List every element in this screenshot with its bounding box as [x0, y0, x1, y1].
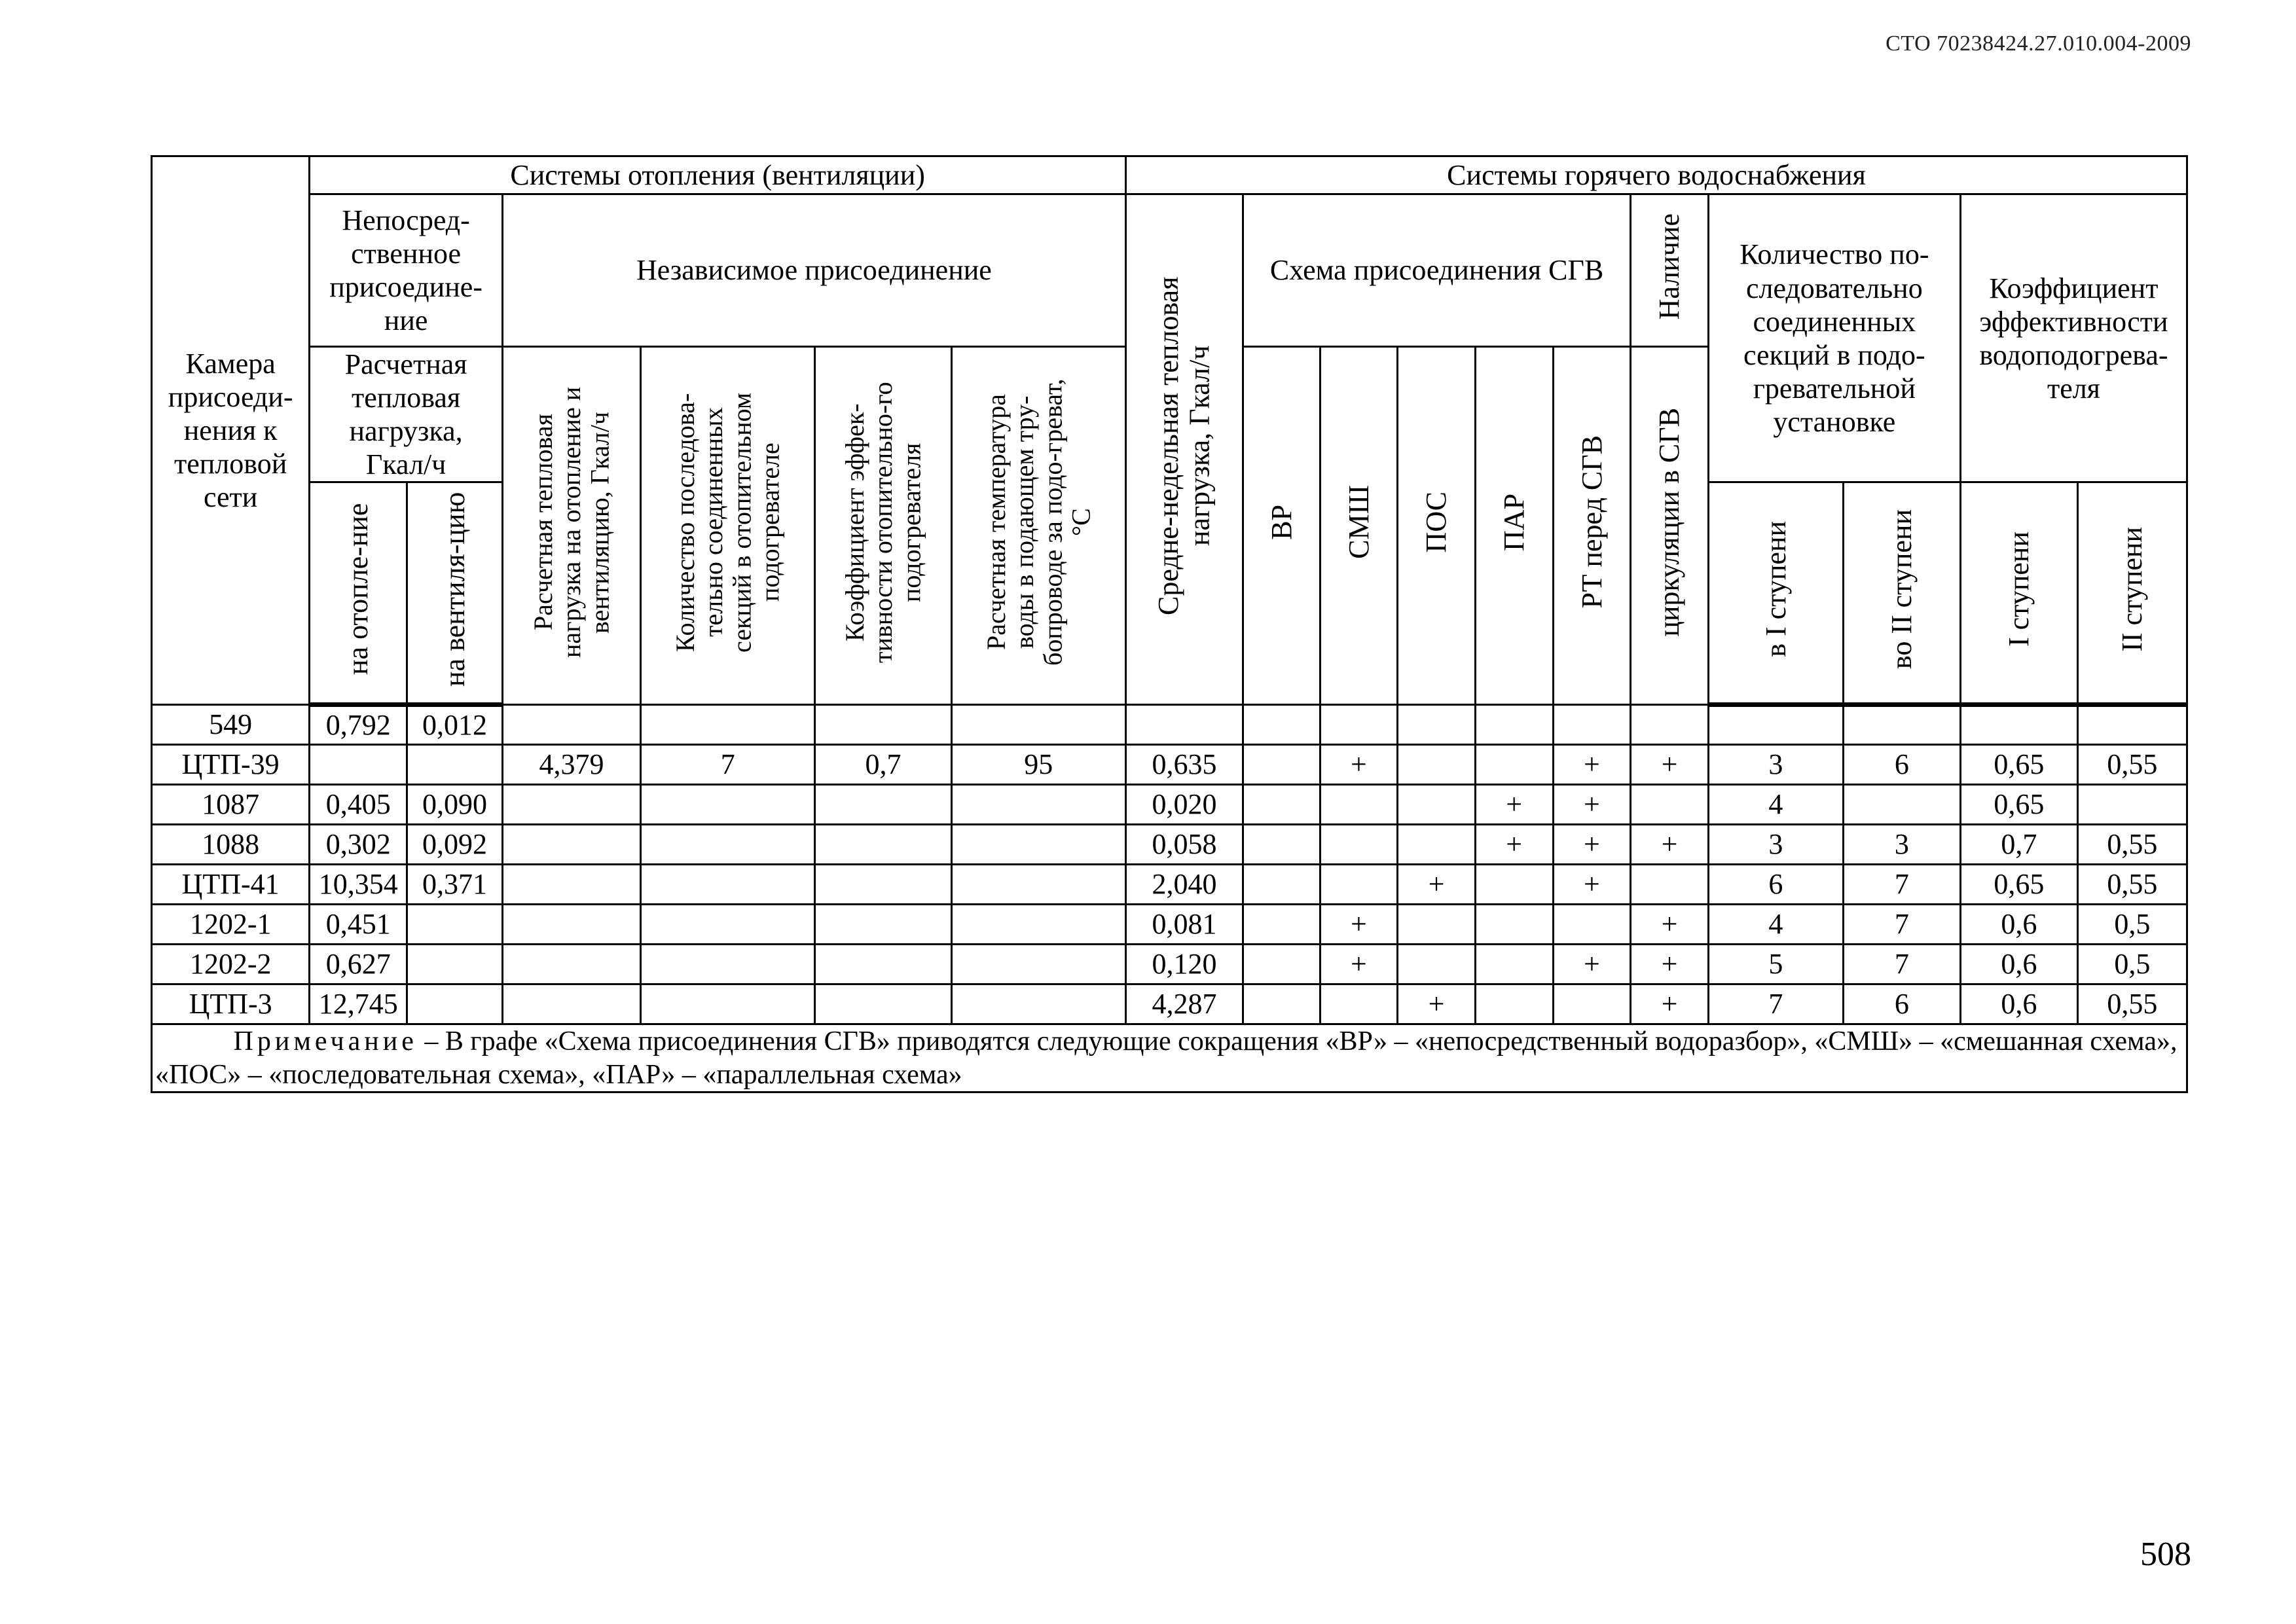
cell-circulation: +	[1631, 905, 1709, 945]
cell-sections-stage-1: 3	[1708, 745, 1843, 785]
header-ind-efficiency: Коэффициент эффек-тивности отопительно-го подогревателя	[840, 381, 926, 663]
table-row	[152, 905, 2187, 945]
header-vr-cell	[1243, 347, 1320, 705]
table-note	[152, 1024, 2187, 1092]
cell-smsh	[1320, 984, 1398, 1024]
table-row	[152, 825, 2187, 865]
cell-efficiency-stage-2: 0,55	[2077, 825, 2187, 865]
cell-ventilation	[407, 905, 503, 945]
table-row	[152, 745, 2187, 785]
cell-heating: 0,405	[310, 785, 407, 825]
cell-ind-temperature	[951, 785, 1125, 825]
cell-sections-stage-1: 4	[1708, 785, 1843, 825]
cell-sections-stage-1: 4	[1708, 905, 1843, 945]
cell-sections-stage-1: 7	[1708, 984, 1843, 1024]
cell-sections-stage-2	[1843, 785, 1960, 825]
cell-rt: +	[1553, 945, 1631, 984]
cell-ind-load	[502, 785, 640, 825]
cell-camera: ЦТП-41	[152, 865, 310, 905]
cell-ind-temperature: 95	[951, 745, 1125, 785]
cell-ind-load	[502, 825, 640, 865]
cell-efficiency-stage-1: 0,65	[1960, 785, 2077, 825]
cell-circulation: +	[1631, 825, 1709, 865]
cell-camera: 1202-1	[152, 905, 310, 945]
header-independent-connection: Независимое присоединение	[502, 194, 1125, 347]
cell-sections-stage-2: 7	[1843, 865, 1960, 905]
header-ind-temperature: Расчетная температура воды в подающем тру-бопроводе за подо-греват, °С	[981, 378, 1096, 666]
cell-ind-sections	[641, 945, 815, 984]
cell-vr	[1243, 945, 1320, 984]
cell-ventilation	[407, 984, 503, 1024]
header-stage-2-in: во II ступени	[1886, 509, 1918, 670]
cell-ventilation	[407, 745, 503, 785]
cell-camera: 549	[152, 705, 310, 745]
header-smsh-cell	[1320, 347, 1398, 705]
cell-pos	[1398, 785, 1476, 825]
cell-camera: 1202-2	[152, 945, 310, 984]
cell-efficiency-stage-1: 0,65	[1960, 745, 2077, 785]
table-row	[152, 984, 2187, 1024]
cell-smsh	[1320, 825, 1398, 865]
cell-heating: 0,792	[310, 705, 407, 745]
cell-ventilation: 0,012	[407, 705, 503, 745]
cell-sections-stage-2: 3	[1843, 825, 1960, 865]
header-ind-design-load: Расчетная тепловая нагрузка на отопление и вентиляцию, Гкал/ч	[528, 386, 615, 658]
cell-sections-stage-1: 6	[1708, 865, 1843, 905]
cell-circulation: +	[1631, 745, 1709, 785]
cell-efficiency-stage-2: 0,55	[2077, 865, 2187, 905]
cell-vr	[1243, 825, 1320, 865]
header-smsh: СМШ	[1342, 485, 1375, 559]
table-row	[152, 705, 2187, 745]
cell-rt	[1553, 705, 1631, 745]
cell-ind-sections	[641, 705, 815, 745]
cell-avg-load: 2,040	[1126, 865, 1243, 905]
header-pos-cell	[1398, 347, 1476, 705]
header-ind-temperature-cell	[951, 347, 1125, 705]
document-code: СТО 70238424.27.010.004-2009	[1886, 31, 2191, 56]
cell-ind-temperature	[951, 705, 1125, 745]
cell-sections-stage-2	[1843, 705, 1960, 745]
cell-camera: 1087	[152, 785, 310, 825]
header-ind-sections: Количество последова-тельно соединенных секций в отопительном подогревателе	[670, 391, 785, 653]
header-heating-systems: Системы отопления (вентиляции)	[310, 156, 1126, 194]
cell-par	[1475, 865, 1553, 905]
cell-ind-temperature	[951, 984, 1125, 1024]
header-stage-2: II ступени	[2116, 526, 2149, 652]
cell-par	[1475, 905, 1553, 945]
header-design-load: Расчетная тепловая нагрузка, Гкал/ч	[310, 347, 503, 482]
header-circulation: циркуляции в СГВ	[1653, 407, 1686, 637]
cell-ind-temperature	[951, 825, 1125, 865]
cell-rt	[1553, 984, 1631, 1024]
cell-ind-temperature	[951, 865, 1125, 905]
cell-camera: ЦТП-39	[152, 745, 310, 785]
cell-efficiency-stage-1: 0,6	[1960, 984, 2077, 1024]
table-row	[152, 785, 2187, 825]
cell-avg-load: 0,020	[1126, 785, 1243, 825]
cell-circulation: +	[1631, 984, 1709, 1024]
cell-rt: +	[1553, 865, 1631, 905]
cell-pos: +	[1398, 865, 1476, 905]
cell-efficiency-stage-2: 0,5	[2077, 905, 2187, 945]
cell-efficiency-stage-1: 0,6	[1960, 905, 2077, 945]
cell-par	[1475, 984, 1553, 1024]
cell-heating	[310, 745, 407, 785]
cell-ind-efficiency	[815, 905, 951, 945]
header-avg-weekly-load-cell	[1126, 194, 1243, 705]
cell-circulation	[1631, 705, 1709, 745]
cell-ind-efficiency	[815, 705, 951, 745]
cell-vr	[1243, 905, 1320, 945]
header-direct-connection: Непосред-ственное присоедине-ние	[310, 194, 503, 347]
cell-pos	[1398, 825, 1476, 865]
cell-ventilation: 0,092	[407, 825, 503, 865]
header-heater-efficiency: Коэффициент эффективности водоподогрева-теля	[1960, 194, 2187, 482]
cell-ind-sections: 7	[641, 745, 815, 785]
page-number: 508	[2140, 1536, 2191, 1573]
header-rt-before-cell	[1553, 347, 1631, 705]
table-row	[152, 865, 2187, 905]
cell-par: +	[1475, 825, 1553, 865]
header-camera: Камера присоеди-нения к тепловой сети	[152, 156, 310, 705]
cell-smsh	[1320, 705, 1398, 745]
heat-connection-table	[151, 155, 2188, 1093]
cell-ind-efficiency	[815, 945, 951, 984]
cell-camera: 1088	[152, 825, 310, 865]
header-par-cell	[1475, 347, 1553, 705]
cell-efficiency-stage-2	[2077, 785, 2187, 825]
cell-par	[1475, 945, 1553, 984]
cell-ind-sections	[641, 984, 815, 1024]
cell-pos	[1398, 745, 1476, 785]
cell-circulation	[1631, 865, 1709, 905]
cell-rt: +	[1553, 745, 1631, 785]
table-header	[152, 156, 2187, 705]
cell-ind-sections	[641, 865, 815, 905]
cell-vr	[1243, 705, 1320, 745]
header-on-ventilation-cell	[407, 482, 503, 705]
cell-pos	[1398, 945, 1476, 984]
cell-smsh: +	[1320, 905, 1398, 945]
header-hot-water-systems: Системы горячего водоснабжения	[1126, 156, 2187, 194]
header-presence: Наличие	[1653, 213, 1686, 320]
cell-heating: 0,302	[310, 825, 407, 865]
cell-efficiency-stage-2: 0,5	[2077, 945, 2187, 984]
cell-efficiency-stage-2	[2077, 705, 2187, 745]
cell-ind-sections	[641, 785, 815, 825]
cell-rt	[1553, 905, 1631, 945]
cell-camera: ЦТП-3	[152, 984, 310, 1024]
cell-ind-efficiency	[815, 984, 951, 1024]
cell-pos	[1398, 905, 1476, 945]
cell-avg-load: 4,287	[1126, 984, 1243, 1024]
cell-efficiency-stage-1: 0,7	[1960, 825, 2077, 865]
cell-efficiency-stage-1: 0,6	[1960, 945, 2077, 984]
cell-efficiency-stage-2: 0,55	[2077, 745, 2187, 785]
cell-sections-stage-2: 6	[1843, 745, 1960, 785]
cell-ind-temperature	[951, 905, 1125, 945]
cell-avg-load: 0,081	[1126, 905, 1243, 945]
cell-rt: +	[1553, 825, 1631, 865]
header-avg-weekly-load: Средне-недельная тепловая нагрузка, Гкал/ч	[1152, 276, 1216, 615]
cell-avg-load	[1126, 705, 1243, 745]
cell-ind-efficiency: 0,7	[815, 745, 951, 785]
header-on-heating: на отопле-ние	[342, 503, 374, 676]
cell-smsh: +	[1320, 745, 1398, 785]
cell-ind-load	[502, 984, 640, 1024]
cell-sections-stage-2: 7	[1843, 945, 1960, 984]
cell-efficiency-stage-1	[1960, 705, 2077, 745]
header-stage-2-in-cell	[1843, 482, 1960, 705]
cell-vr	[1243, 984, 1320, 1024]
header-stage-1: I ступени	[2003, 532, 2035, 647]
header-ind-efficiency-cell	[815, 347, 951, 705]
cell-sections-stage-1: 5	[1708, 945, 1843, 984]
cell-sections-stage-1: 3	[1708, 825, 1843, 865]
cell-ind-temperature	[951, 945, 1125, 984]
cell-ventilation	[407, 945, 503, 984]
cell-efficiency-stage-1: 0,65	[1960, 865, 2077, 905]
cell-heating: 10,354	[310, 865, 407, 905]
cell-avg-load: 0,120	[1126, 945, 1243, 984]
cell-par	[1475, 705, 1553, 745]
header-ind-sections-cell	[641, 347, 815, 705]
cell-ind-load	[502, 945, 640, 984]
header-par: ПАР	[1497, 493, 1530, 551]
cell-sections-stage-2: 6	[1843, 984, 1960, 1024]
cell-vr	[1243, 745, 1320, 785]
cell-vr	[1243, 865, 1320, 905]
cell-smsh: +	[1320, 945, 1398, 984]
cell-ind-sections	[641, 905, 815, 945]
cell-ventilation: 0,371	[407, 865, 503, 905]
header-stage-1-in-cell	[1708, 482, 1843, 705]
header-circulation-cell	[1631, 347, 1709, 705]
note-label: Примечание	[233, 1026, 418, 1057]
cell-circulation	[1631, 785, 1709, 825]
cell-ind-efficiency	[815, 825, 951, 865]
cell-sections-stage-2: 7	[1843, 905, 1960, 945]
header-stage-1-in: в I ступени	[1759, 521, 1792, 657]
cell-smsh	[1320, 785, 1398, 825]
cell-ind-load	[502, 865, 640, 905]
cell-ind-efficiency	[815, 785, 951, 825]
table-body	[152, 705, 2187, 1024]
cell-ind-efficiency	[815, 865, 951, 905]
header-vr: ВР	[1265, 504, 1298, 540]
cell-smsh	[1320, 865, 1398, 905]
cell-ind-load	[502, 705, 640, 745]
header-presence-cell	[1631, 194, 1709, 347]
header-stage-1-cell	[1960, 482, 2077, 705]
cell-circulation: +	[1631, 945, 1709, 984]
header-on-ventilation: на вентиля-цию	[438, 492, 471, 687]
cell-heating: 12,745	[310, 984, 407, 1024]
cell-avg-load: 0,058	[1126, 825, 1243, 865]
note-text: – В графе «Схема присоединения СГВ» приводятся следующие сокращения «ВР» – «непосредственный водоразбор», «СМШ» – «смешанная схема», «ПОС» – «последовательная схема», «ПАР» – «параллельная схема»	[155, 1026, 2178, 1090]
cell-ventilation: 0,090	[407, 785, 503, 825]
cell-ind-load: 4,379	[502, 745, 640, 785]
header-scheme: Схема присоединения СГВ	[1243, 194, 1630, 347]
cell-heating: 0,627	[310, 945, 407, 984]
cell-vr	[1243, 785, 1320, 825]
cell-par	[1475, 745, 1553, 785]
cell-par: +	[1475, 785, 1553, 825]
header-rt-before: РТ перед СГВ	[1575, 435, 1608, 609]
cell-pos: +	[1398, 984, 1476, 1024]
cell-ind-sections	[641, 825, 815, 865]
cell-efficiency-stage-2: 0,55	[2077, 984, 2187, 1024]
table-row	[152, 945, 2187, 984]
cell-heating: 0,451	[310, 905, 407, 945]
header-stage-2-cell	[2077, 482, 2187, 705]
cell-avg-load: 0,635	[1126, 745, 1243, 785]
header-ind-design-load-cell	[502, 347, 640, 705]
header-sections-count: Количество по-следовательно соединенных секций в подо-гревательной установке	[1708, 194, 1960, 482]
cell-rt: +	[1553, 785, 1631, 825]
header-on-heating-cell	[310, 482, 407, 705]
header-pos: ПОС	[1420, 491, 1453, 553]
cell-ind-load	[502, 905, 640, 945]
cell-sections-stage-1	[1708, 705, 1843, 745]
cell-pos	[1398, 705, 1476, 745]
